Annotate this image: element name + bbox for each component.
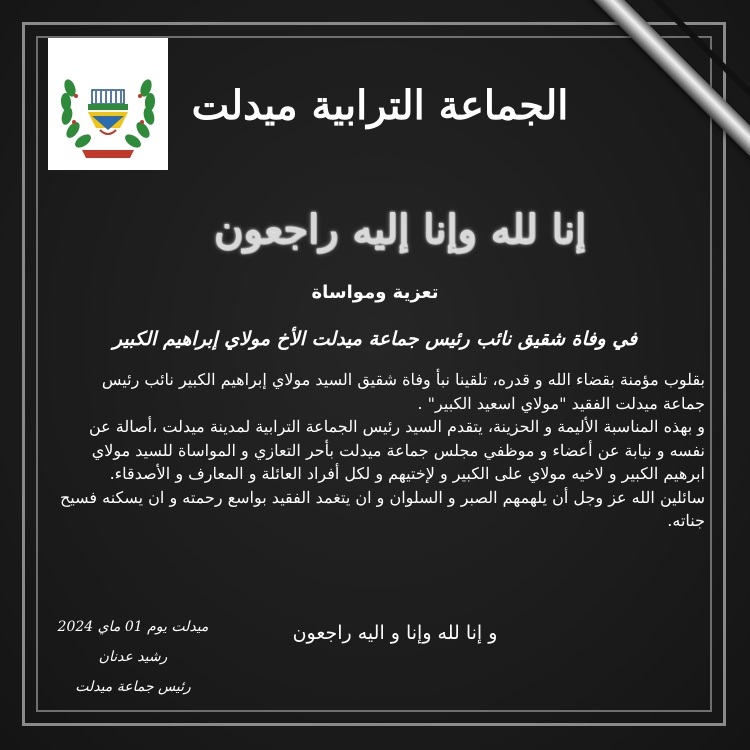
signature-block [48,612,218,702]
occasion-line: في وفاة شقيق نائب رئيس جماعة ميدلت الأخ مولاي إبراهيم الكبير [112,328,638,350]
condolence-subheading: تعزية ومواساة [311,282,439,303]
body-paragraph-2: و بهذه المناسبة الأليمة و الحزينة، يتقدم السيد رئيس الجماعة الترابية لمدينة ميدلت ،أصالة عن نفسه و نيابة عن أعضاء و موظفي مجلس جماعة ميدلت بأحر التعازي و المواساة للسيد مولاي ابرهيم الكبير و لاخيه مولاي على الكبير و لإختيهم و لكل أفراد العائلة و المعارف و الأصدقاء. [88,417,705,483]
body-paragraph-3: سائلين الله عز وجل أن يلهمهم الصبر و السلوان و ان يتغمد الفقيد بواسع رحمته و ان يسكنه فسيح جناته. [59,487,705,530]
quran-verse-calligraphy: إنا لله وإنا إليه راجعون [213,206,587,253]
municipality-logo [48,38,168,170]
signature-role: رئيس جماعة ميدلت [75,679,191,695]
logo-emblem-icon [48,38,168,170]
signature-date: ميدلت يوم 01 ماي 2024 [57,619,209,635]
closing-verse: و إنا لله وإنا و اليه راجعون [292,622,498,644]
municipality-title: الجماعة الترابية ميدلت [191,82,569,129]
signature-name: رشيد عدنان [98,649,168,665]
condolence-body [55,368,705,533]
body-paragraph-1: بقلوب مؤمنة بقضاء الله و قدره، تلقينا نبأ وفاة شقيق السيد مولاي إبراهيم الكبير نائب رئيس جماعة ميدلت الفقيد "مولاي اسعيد الكبير" . [101,370,705,413]
